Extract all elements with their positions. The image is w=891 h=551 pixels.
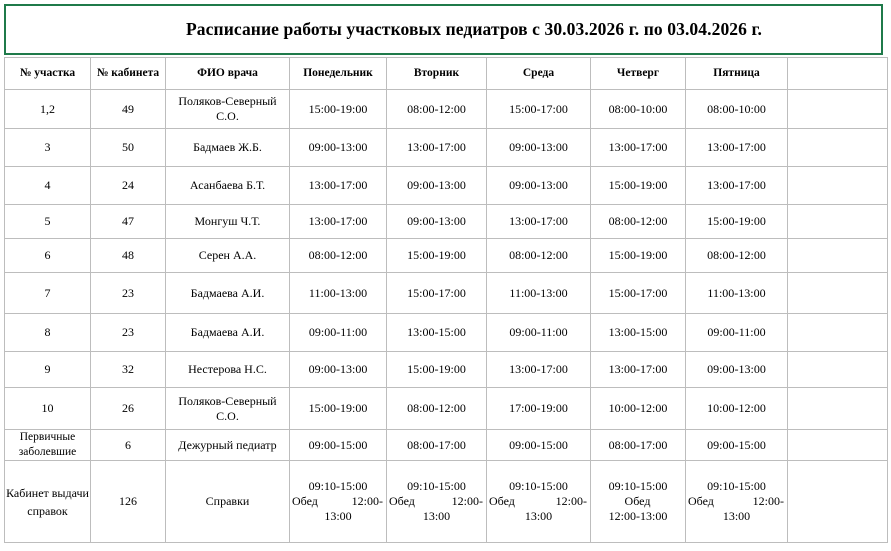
table-row (5, 388, 888, 430)
area-cell: 8 (5, 314, 91, 352)
work-time: 09:10-15:00 (707, 479, 766, 493)
friday-cell: 09:00-11:00 (686, 314, 788, 352)
empty-cell (788, 352, 888, 388)
friday-cell: 08:00-10:00 (686, 90, 788, 129)
empty-cell (788, 167, 888, 205)
room-cell: 32 (91, 352, 166, 388)
room-cell: 48 (91, 239, 166, 273)
area-cell: 3 (5, 129, 91, 167)
empty-cell (788, 461, 888, 543)
title-banner (4, 4, 883, 55)
header-tuesday: Вторник (387, 58, 487, 90)
doctor-cell: Справки (166, 461, 290, 543)
area-cell: Кабинет выдачи справок (5, 461, 91, 543)
wednesday-cell: 11:00-13:00 (487, 273, 591, 314)
area-cell: 6 (5, 239, 91, 273)
empty-cell (788, 205, 888, 239)
wednesday-cell: 15:00-17:00 (487, 90, 591, 129)
thursday-cell: 08:00-12:00 (591, 205, 686, 239)
tuesday-cell: 09:00-13:00 (387, 205, 487, 239)
lunch-label: Обед (389, 494, 415, 508)
header-area: № участка (5, 58, 91, 90)
room-cell: 6 (91, 430, 166, 461)
header-wednesday: Среда (487, 58, 591, 90)
friday-cell: 08:00-12:00 (686, 239, 788, 273)
lunch-time-end: 12:00-13:00 (608, 509, 668, 523)
tuesday-cell (387, 461, 487, 543)
table-row (5, 430, 888, 461)
page-title: Расписание работы участковых педиатров с 30.03.2026 г. по 03.04.2026 г. (186, 19, 763, 39)
thursday-cell: 13:00-15:00 (591, 314, 686, 352)
room-cell: 49 (91, 90, 166, 129)
thursday-cell: 15:00-19:00 (591, 167, 686, 205)
tuesday-cell: 15:00-19:00 (387, 239, 487, 273)
room-cell: 50 (91, 129, 166, 167)
wednesday-cell: 13:00-17:00 (487, 352, 591, 388)
table-row (5, 314, 888, 352)
work-time: 09:10-15:00 (407, 479, 466, 493)
wednesday-cell: 09:00-13:00 (487, 167, 591, 205)
monday-cell: 09:00-13:00 (290, 352, 387, 388)
empty-cell (788, 90, 888, 129)
area-cell: 10 (5, 388, 91, 430)
friday-cell: 13:00-17:00 (686, 167, 788, 205)
monday-cell: 15:00-19:00 (290, 388, 387, 430)
table-row-info (5, 461, 888, 543)
lunch-time-end: 13:00 (524, 509, 553, 523)
empty-cell (788, 273, 888, 314)
room-cell: 126 (91, 461, 166, 543)
friday-cell: 13:00-17:00 (686, 129, 788, 167)
area-cell: 4 (5, 167, 91, 205)
area-cell: 9 (5, 352, 91, 388)
empty-cell (788, 430, 888, 461)
header-row (5, 58, 888, 90)
lunch-line (688, 494, 785, 509)
monday-cell (290, 461, 387, 543)
friday-cell: 09:00-13:00 (686, 352, 788, 388)
lunch-time-start: 12:00- (555, 494, 587, 508)
work-time: 09:10-15:00 (509, 479, 568, 493)
thursday-cell: 15:00-17:00 (591, 273, 686, 314)
friday-cell: 09:00-15:00 (686, 430, 788, 461)
wednesday-cell (487, 461, 591, 543)
header-room: № кабинета (91, 58, 166, 90)
wednesday-cell: 17:00-19:00 (487, 388, 591, 430)
doctor-cell: Монгуш Ч.Т. (166, 205, 290, 239)
doctor-cell: Серен А.А. (166, 239, 290, 273)
empty-cell (788, 314, 888, 352)
table-row (5, 90, 888, 129)
lunch-label: Обед (489, 494, 515, 508)
tuesday-cell: 13:00-15:00 (387, 314, 487, 352)
schedule-table (4, 57, 888, 543)
doctor-cell: Асанбаева Б.Т. (166, 167, 290, 205)
empty-cell (788, 129, 888, 167)
monday-cell: 11:00-13:00 (290, 273, 387, 314)
room-cell: 23 (91, 273, 166, 314)
monday-cell: 09:00-15:00 (290, 430, 387, 461)
area-cell: 7 (5, 273, 91, 314)
thursday-cell: 13:00-17:00 (591, 352, 686, 388)
table-row (5, 167, 888, 205)
doctor-cell: Бадмаева А.И. (166, 273, 290, 314)
doctor-cell: Дежурный педиатр (166, 430, 290, 461)
header-thursday: Четверг (591, 58, 686, 90)
header-doctor: ФИО врача (166, 58, 290, 90)
wednesday-cell: 09:00-11:00 (487, 314, 591, 352)
work-time: 09:10-15:00 (608, 479, 668, 493)
wednesday-cell: 13:00-17:00 (487, 205, 591, 239)
tuesday-cell: 08:00-12:00 (387, 90, 487, 129)
lunch-line (489, 494, 588, 509)
doctor-cell: Поляков-Северный С.О. (166, 90, 290, 129)
doctor-cell: Нестерова Н.С. (166, 352, 290, 388)
tuesday-cell: 15:00-17:00 (387, 273, 487, 314)
table-row (5, 239, 888, 273)
empty-cell (788, 239, 888, 273)
monday-cell: 09:00-13:00 (290, 129, 387, 167)
header-monday: Понедельник (290, 58, 387, 90)
table-row (5, 205, 888, 239)
monday-cell: 15:00-19:00 (290, 90, 387, 129)
lunch-time-start: 12:00- (451, 494, 483, 508)
lunch-time-end: 13:00 (422, 509, 451, 523)
thursday-cell: 08:00-10:00 (591, 90, 686, 129)
doctor-cell: Поляков-Северный С.О. (166, 388, 290, 430)
table-row (5, 273, 888, 314)
work-time: 09:10-15:00 (308, 479, 368, 493)
tuesday-cell: 08:00-12:00 (387, 388, 487, 430)
area-cell: 5 (5, 205, 91, 239)
thursday-cell: 15:00-19:00 (591, 239, 686, 273)
lunch-line (389, 494, 484, 509)
lunch-label: Обед (292, 494, 318, 508)
table-row (5, 352, 888, 388)
lunch-label: Обед (688, 494, 714, 508)
friday-cell (686, 461, 788, 543)
thursday-cell: 13:00-17:00 (591, 129, 686, 167)
wednesday-cell: 09:00-15:00 (487, 430, 591, 461)
lunch-time-start: 12:00- (752, 494, 784, 508)
lunch-label: Обед (624, 494, 651, 508)
area-cell: 1,2 (5, 90, 91, 129)
empty-cell (788, 388, 888, 430)
room-cell: 47 (91, 205, 166, 239)
lunch-line (292, 494, 384, 509)
lunch-time-start: 12:00- (351, 494, 383, 508)
header-friday: Пятница (686, 58, 788, 90)
friday-cell: 15:00-19:00 (686, 205, 788, 239)
doctor-cell: Бадмаева А.И. (166, 314, 290, 352)
friday-cell: 10:00-12:00 (686, 388, 788, 430)
table-row (5, 129, 888, 167)
room-cell: 24 (91, 167, 166, 205)
area-cell: Первичные заболевшие (5, 430, 91, 461)
thursday-cell (591, 461, 686, 543)
lunch-line (593, 494, 683, 509)
monday-cell: 09:00-11:00 (290, 314, 387, 352)
header-empty (788, 58, 888, 90)
tuesday-cell: 15:00-19:00 (387, 352, 487, 388)
tuesday-cell: 09:00-13:00 (387, 167, 487, 205)
lunch-time-end: 13:00 (324, 509, 352, 523)
wednesday-cell: 08:00-12:00 (487, 239, 591, 273)
tuesday-cell: 13:00-17:00 (387, 129, 487, 167)
monday-cell: 08:00-12:00 (290, 239, 387, 273)
monday-cell: 13:00-17:00 (290, 167, 387, 205)
friday-cell: 11:00-13:00 (686, 273, 788, 314)
wednesday-cell: 09:00-13:00 (487, 129, 591, 167)
monday-cell: 13:00-17:00 (290, 205, 387, 239)
lunch-time-end: 13:00 (722, 509, 751, 523)
tuesday-cell: 08:00-17:00 (387, 430, 487, 461)
thursday-cell: 08:00-17:00 (591, 430, 686, 461)
thursday-cell: 10:00-12:00 (591, 388, 686, 430)
doctor-cell: Бадмаев Ж.Б. (166, 129, 290, 167)
room-cell: 23 (91, 314, 166, 352)
room-cell: 26 (91, 388, 166, 430)
